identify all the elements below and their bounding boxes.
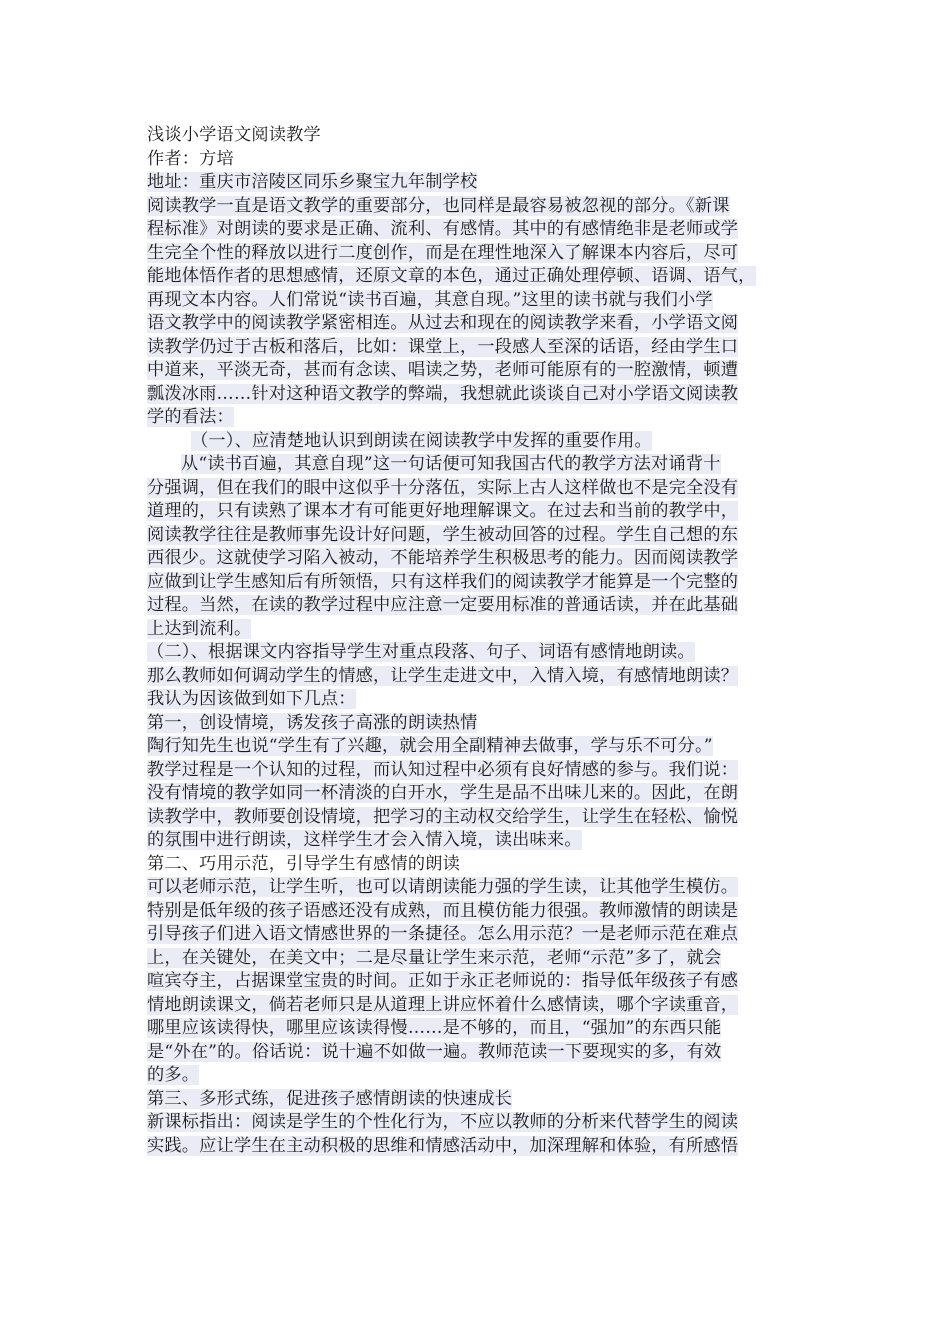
text-line: 学的看法：	[147, 407, 234, 427]
text-line: 引导孩子们进入语文情感世界的一条捷径。怎么用示范？一是老师示范在难点	[147, 924, 739, 944]
text-line: 实践。应让学生在主动积极的思维和情感活动中，加深理解和体验，有所感悟	[147, 1135, 739, 1156]
text-line: 程标准》对朗读的要求是正确、流利、有感情。其中的有感情绝非是老师或学	[147, 219, 739, 239]
document-body	[147, 124, 807, 1158]
intro-paragraph	[147, 195, 807, 430]
section1-paragraph	[147, 453, 807, 641]
text-line: 教学过程是一个认知的过程，而认知过程中必须有良好情感的参与。我们说：	[147, 759, 739, 780]
text-line: 中道来，平淡无奇，甚而有念读、唱读之势，老师可能原有的一腔激情，顿遭	[147, 360, 739, 380]
point1-paragraph	[147, 735, 807, 853]
text-line: 语文教学中的阅读教学紧密相连。从过去和现在的阅读教学来看，小学语文阅	[147, 313, 739, 333]
text-line: 西很少。这就使学习陷入被动，不能培养学生积极思考的能力。因而阅读教学	[147, 548, 739, 568]
point-heading-2: 第二、巧用示范，引导学生有感情的朗读	[147, 853, 460, 874]
text-line: 应做到让学生感知后有所领悟，只有这样我们的阅读教学才能算是一个完整的	[147, 571, 739, 592]
text-line: 阅读教学往往是教师事先设计好问题，学生被动回答的过程。学生自己想的东	[147, 524, 739, 545]
text-line: 从“读书百遍，其意自现”这一句话便可知我国古代的教学方法对诵背十	[181, 454, 721, 474]
text-line: 可以老师示范，让学生听，也可以请朗读能力强的学生读，让其他学生模仿。	[147, 877, 739, 897]
text-line: 哪里应该读得快，哪里应该读得慢……是不够的，而且，“强加”的东西只能	[147, 1018, 722, 1038]
text-line: 特别是低年级的孩子语感还没有成熟，而且模仿能力很强。教师激情的朗读是	[147, 900, 739, 921]
point-heading-1: 第一，创设情境，诱发孩子高涨的朗读热情	[147, 712, 478, 733]
text-line: 生完全个性的释放以进行二度创作，而是在理性地深入了解课本内容后，尽可	[147, 242, 739, 263]
text-line: 是“外在”的。俗话说：说十遍不如做一遍。教师范读一下要现实的多，有效	[147, 1041, 722, 1062]
section2-paragraph	[147, 665, 807, 712]
point3-paragraph	[147, 1111, 807, 1158]
text-line: 情地朗读课文，倘若老师只是从道理上讲应怀着什么感情读，哪个字读重音，	[147, 994, 739, 1015]
document-author: 作者：方培	[147, 148, 234, 169]
document-address: 地址：重庆市涪陵区同乐乡聚宝九年制学校	[147, 172, 478, 192]
text-line: 那么教师如何调动学生的情感，让学生走进文中，入情入境，有感情地朗读？	[147, 665, 739, 686]
text-line: 陶行知先生也说“学生有了兴趣，就会用全副精神去做事，学与乐不可分。”	[147, 736, 713, 756]
text-line: 的氛围中进行朗读，这样学生才会入情入境，读出味来。	[147, 830, 582, 850]
text-line: 读教学仍过于古板和落后，比如：课堂上，一段感人至深的话语，经由学生口	[147, 336, 739, 357]
section-heading-2: （二）、根据课文内容指导学生对重点段落、句子、词语有感情地朗读。	[147, 642, 695, 662]
text-line: 再现文本内容。人们常说“读书百遍，其意自现。”这里的读书就与我们小学	[147, 289, 713, 310]
text-line: 阅读教学一直是语文教学的重要部分，也同样是最容易被忽视的部分。《新课	[147, 195, 730, 216]
text-line: 读教学中，教师要创设情境，把学习的主动权交给学生，让学生在轻松、愉悦	[147, 806, 739, 827]
text-line: 喧宾夺主，占据课堂宝贵的时间。正如于永正老师说的：指导低年级孩子有感	[147, 971, 739, 991]
text-line: 新课标指出：阅读是学生的个性化行为，不应以教师的分析来代替学生的阅读	[147, 1112, 739, 1132]
document-title: 浅谈小学语文阅读教学	[147, 125, 321, 145]
text-line: 道理的，只有读熟了课本才有可能更好地理解课文。在过去和当前的教学中，	[147, 501, 739, 521]
text-line: 我认为因该做到如下几点：	[147, 689, 356, 709]
text-line: 上达到流利。	[147, 618, 252, 639]
text-line: 过程。当然，在读的教学过程中应注意一定要用标准的普通话读，并在此基础	[147, 595, 739, 615]
section-heading-1: （一）、应清楚地认识到朗读在阅读教学中发挥的重要作用。	[191, 430, 652, 451]
point-heading-3: 第三、多形式练，促进孩子感情朗读的快速成长	[147, 1088, 513, 1109]
text-line: 的多。	[147, 1065, 200, 1085]
text-line: 上，在关键处，在美文中；二是尽量让学生来示范，老师“示范”多了，就会	[147, 947, 722, 968]
text-line: 能地体悟作者的思想感情，还原文章的本色，通过正确处理停顿、语调、语气，	[147, 266, 756, 286]
point2-paragraph	[147, 876, 807, 1088]
text-line: 没有情境的教学如同一杯清淡的白开水，学生是品不出味儿来的。因此，在朗	[147, 783, 739, 803]
text-line: 瓢泼冰雨……针对这种语文教学的弊端，我想就此谈谈自己对小学语文阅读教	[147, 383, 739, 404]
text-line: 分强调，但在我们的眼中这似乎十分落伍，实际上古人这样做也不是完全没有	[147, 477, 739, 498]
